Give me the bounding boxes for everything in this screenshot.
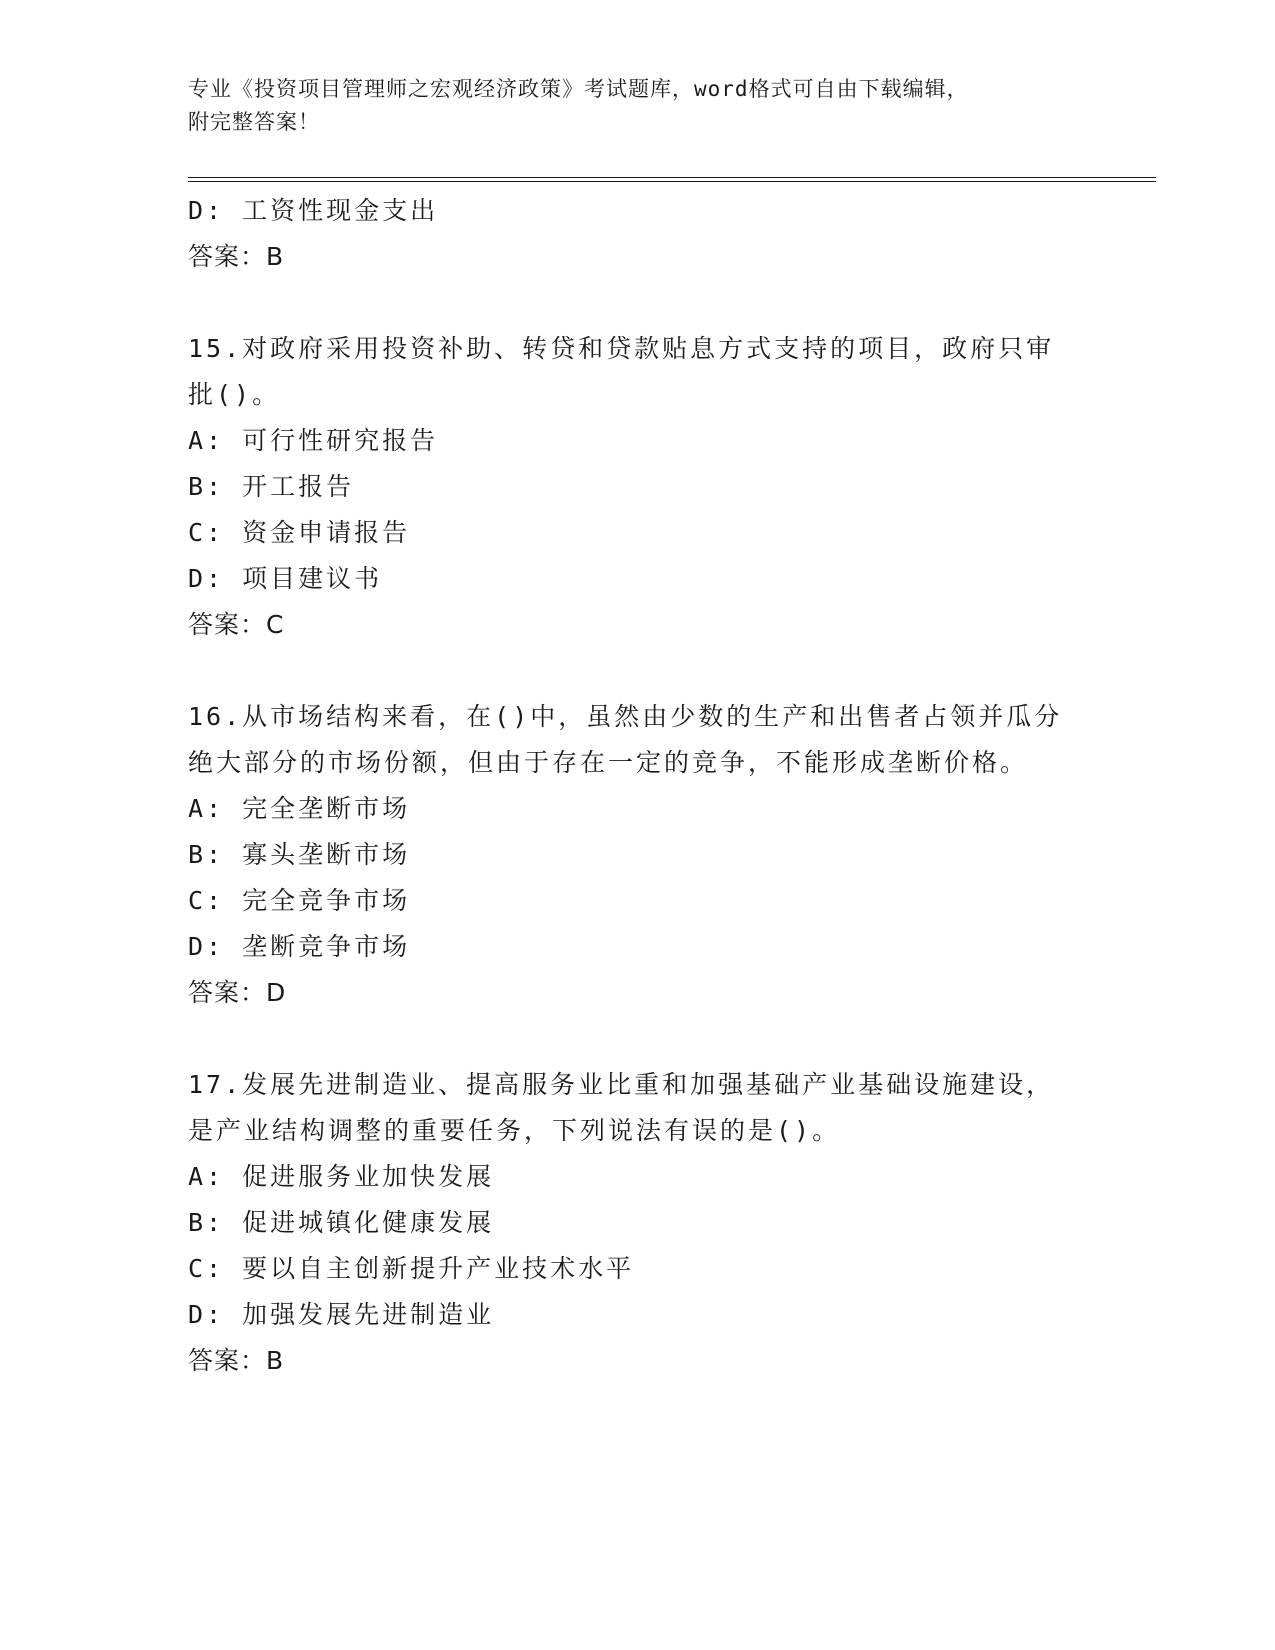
option-b: B: 寡头垄断市场 (188, 840, 411, 869)
spacer (188, 1016, 1088, 1062)
spacer (188, 648, 1088, 694)
previous-question-tail (188, 188, 1088, 280)
header-line-1: 专业《投资项目管理师之宏观经济政策》考试题库，word格式可自由下载编辑， (188, 77, 969, 101)
question-16 (188, 694, 1088, 1016)
option-a: A: 促进服务业加快发展 (188, 1162, 495, 1191)
header-divider (188, 177, 1156, 182)
option-c: C: 资金申请报告 (188, 518, 411, 547)
option-d: D: 工资性现金支出 (188, 196, 439, 225)
question-stem-line-2: 绝大部分的市场份额，但由于存在一定的竞争，不能形成垄断价格。 (188, 748, 1029, 777)
option-a: A: 完全垄断市场 (188, 794, 411, 823)
question-list (188, 188, 1088, 1384)
option-a: A: 可行性研究报告 (188, 426, 439, 455)
question-17 (188, 1062, 1088, 1384)
question-stem-line-1: 15.对政府采用投资补助、转贷和贷款贴息方式支持的项目，政府只审 (188, 334, 1055, 363)
option-c: C: 要以自主创新提升产业技术水平 (188, 1254, 635, 1283)
question-stem-line-1: 16.从市场结构来看，在()中，虽然由少数的生产和出售者占领并瓜分 (188, 702, 1063, 731)
option-b: B: 促进城镇化健康发展 (188, 1208, 495, 1237)
question-stem-line-2: 是产业结构调整的重要任务，下列说法有误的是()。 (188, 1116, 841, 1145)
question-stem-line-1: 17.发展先进制造业、提高服务业比重和加强基础产业基础设施建设， (188, 1070, 1055, 1099)
option-d: D: 垄断竞争市场 (188, 932, 411, 961)
option-c: C: 完全竞争市场 (188, 886, 411, 915)
answer: 答案：B (188, 1346, 285, 1375)
answer: 答案：D (188, 978, 287, 1007)
header-line-2: 附完整答案！ (188, 110, 320, 134)
option-d: D: 加强发展先进制造业 (188, 1300, 495, 1329)
option-d: D: 项目建议书 (188, 564, 383, 593)
option-b: B: 开工报告 (188, 472, 355, 501)
page-header (188, 73, 1088, 139)
answer: 答案：C (188, 610, 285, 639)
answer: 答案：B (188, 242, 285, 271)
question-stem-line-2: 批()。 (188, 380, 281, 409)
question-15 (188, 326, 1088, 648)
spacer (188, 280, 1088, 326)
